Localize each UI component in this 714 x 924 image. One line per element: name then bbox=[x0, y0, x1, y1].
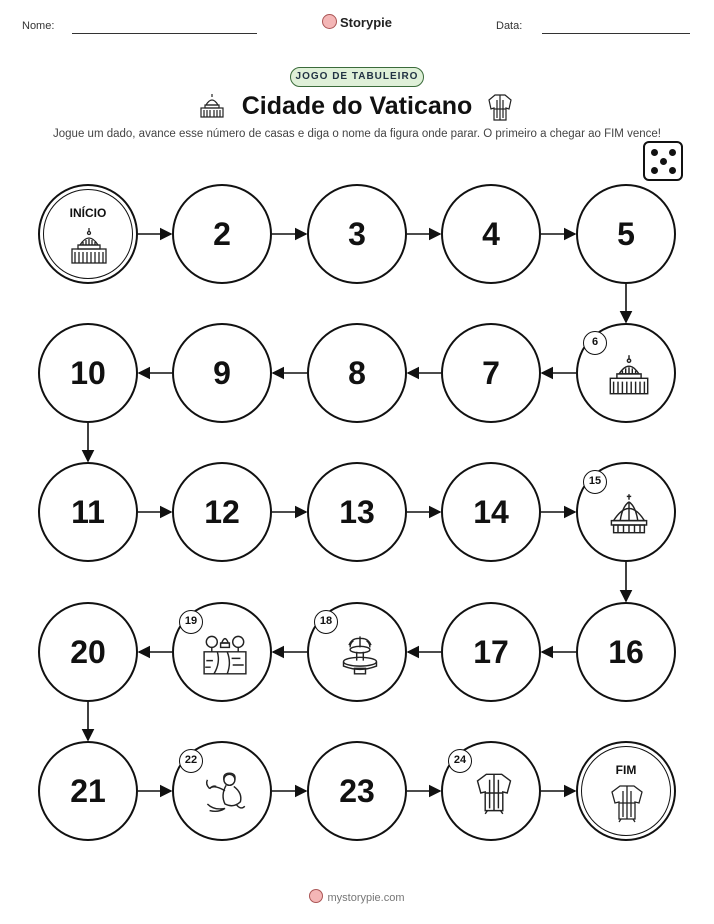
garden-icon bbox=[203, 631, 247, 682]
board-space[interactable] bbox=[307, 602, 407, 702]
fountain-icon bbox=[338, 631, 382, 682]
board-space[interactable] bbox=[38, 602, 138, 702]
space-number-badge: 15 bbox=[583, 470, 607, 494]
basilica-icon bbox=[69, 226, 109, 271]
date-label: Data: bbox=[496, 20, 523, 32]
space-number-badge: 19 bbox=[179, 610, 203, 634]
space-number: 7 bbox=[482, 355, 500, 391]
board-space[interactable] bbox=[172, 184, 272, 284]
space-number: 13 bbox=[339, 494, 375, 530]
board-space[interactable] bbox=[441, 741, 541, 841]
swiss-guard-uniform-icon bbox=[607, 783, 647, 828]
board-space[interactable] bbox=[38, 741, 138, 841]
instructions-text: Jogue um dado, avance esse número de casas e diga o nome da figura onde parar. O primeiro a chegar ao FIM vence! bbox=[53, 128, 661, 140]
name-label: Nome: bbox=[22, 20, 55, 32]
board-space[interactable] bbox=[576, 323, 676, 423]
space-number: 14 bbox=[473, 494, 509, 530]
board-space[interactable] bbox=[307, 462, 407, 562]
start-space[interactable] bbox=[38, 184, 138, 284]
board-space[interactable] bbox=[172, 462, 272, 562]
space-number: 8 bbox=[348, 355, 366, 391]
pig-icon bbox=[309, 889, 323, 903]
game-type-badge: JOGO DE TABULEIRO bbox=[290, 67, 424, 87]
board-space[interactable] bbox=[441, 602, 541, 702]
space-number: 20 bbox=[70, 634, 106, 670]
board-space[interactable] bbox=[576, 184, 676, 284]
finish-space[interactable] bbox=[576, 741, 676, 841]
space-number: 16 bbox=[608, 634, 644, 670]
board-space[interactable] bbox=[307, 741, 407, 841]
space-number: 2 bbox=[213, 216, 231, 252]
space-label: FIM bbox=[615, 763, 637, 777]
dome-icon bbox=[607, 491, 651, 542]
board-space[interactable] bbox=[576, 602, 676, 702]
board-space[interactable] bbox=[38, 323, 138, 423]
board-space[interactable] bbox=[576, 462, 676, 562]
footer-url: mystorypie.com bbox=[327, 892, 405, 904]
space-number-badge: 6 bbox=[583, 331, 607, 355]
board-space[interactable] bbox=[172, 602, 272, 702]
board-space[interactable] bbox=[441, 462, 541, 562]
space-number: 3 bbox=[348, 216, 366, 252]
space-number: 12 bbox=[204, 494, 240, 530]
board-space[interactable] bbox=[307, 323, 407, 423]
board-space[interactable] bbox=[441, 323, 541, 423]
board-space[interactable] bbox=[172, 323, 272, 423]
footer bbox=[0, 889, 714, 904]
board-space[interactable] bbox=[172, 741, 272, 841]
space-number: 10 bbox=[70, 355, 106, 391]
angel-icon bbox=[203, 770, 247, 821]
board-space[interactable] bbox=[441, 184, 541, 284]
board-space[interactable] bbox=[307, 184, 407, 284]
space-number: 4 bbox=[482, 216, 500, 252]
space-label: INÍCIO bbox=[69, 206, 107, 220]
space-number-badge: 24 bbox=[448, 749, 472, 773]
brand-name: Storypie bbox=[339, 15, 392, 30]
space-number: 9 bbox=[213, 355, 231, 391]
page-title: Cidade do Vaticano bbox=[241, 92, 473, 120]
space-number: 5 bbox=[617, 216, 635, 252]
space-number: 23 bbox=[339, 773, 375, 809]
space-number: 17 bbox=[473, 634, 509, 670]
space-number: 21 bbox=[70, 773, 106, 809]
space-number-badge: 18 bbox=[314, 610, 338, 634]
basilica-icon bbox=[607, 352, 651, 403]
swiss-guard-uniform-icon bbox=[472, 770, 516, 821]
space-number-badge: 22 bbox=[179, 749, 203, 773]
board-space[interactable] bbox=[38, 462, 138, 562]
space-number: 11 bbox=[71, 494, 105, 530]
